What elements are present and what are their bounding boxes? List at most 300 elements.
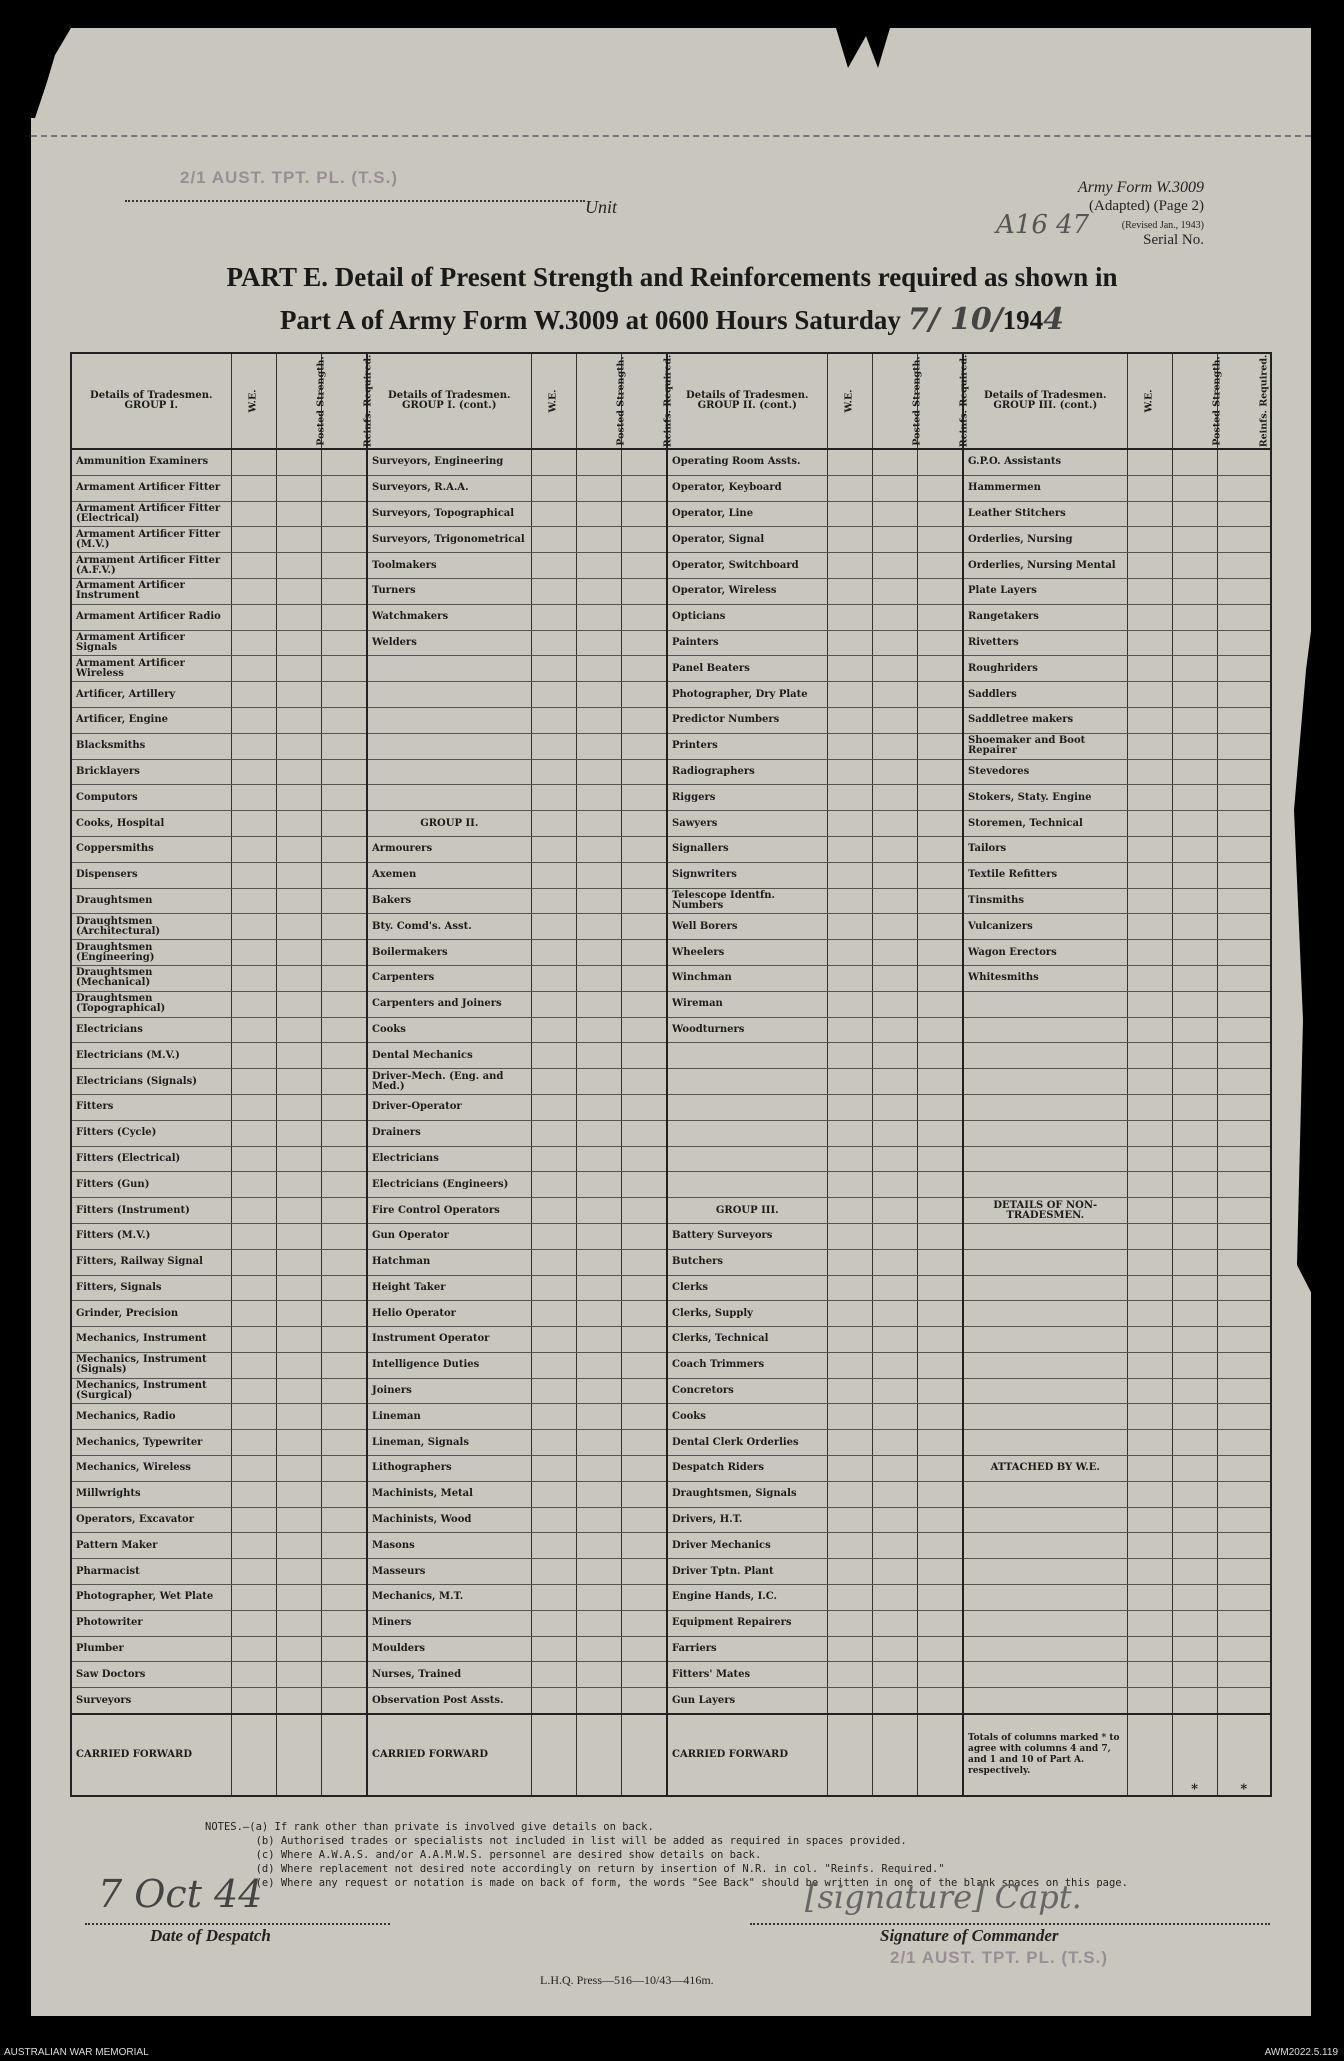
entry-cell[interactable] xyxy=(1172,1456,1217,1482)
entry-cell[interactable] xyxy=(1172,1069,1217,1095)
entry-cell[interactable] xyxy=(621,965,667,991)
entry-cell[interactable] xyxy=(1127,1714,1172,1796)
entry-cell[interactable] xyxy=(872,862,917,888)
entry-cell[interactable] xyxy=(531,501,576,527)
entry-cell[interactable] xyxy=(872,656,917,682)
entry-cell[interactable] xyxy=(917,1585,963,1611)
entry-cell[interactable] xyxy=(917,1404,963,1430)
entry-cell[interactable] xyxy=(917,1714,963,1796)
entry-cell[interactable] xyxy=(231,1146,276,1172)
entry-cell[interactable] xyxy=(872,1249,917,1275)
entry-cell[interactable] xyxy=(872,1301,917,1327)
entry-cell[interactable] xyxy=(231,682,276,708)
entry-cell[interactable] xyxy=(1217,1533,1271,1559)
entry-cell[interactable] xyxy=(531,630,576,656)
entry-cell[interactable] xyxy=(576,630,621,656)
entry-cell[interactable] xyxy=(276,1094,321,1120)
entry-cell[interactable] xyxy=(827,1198,872,1224)
entry-cell[interactable] xyxy=(321,888,367,914)
entry-cell[interactable] xyxy=(1127,1430,1172,1456)
entry-cell[interactable] xyxy=(276,1559,321,1585)
entry-cell[interactable] xyxy=(827,1404,872,1430)
entry-cell[interactable] xyxy=(872,501,917,527)
entry-cell[interactable] xyxy=(917,1223,963,1249)
entry-cell[interactable] xyxy=(576,578,621,604)
entry-cell[interactable] xyxy=(276,656,321,682)
entry-cell[interactable] xyxy=(531,1378,576,1404)
entry-cell[interactable] xyxy=(1217,1430,1271,1456)
entry-cell[interactable] xyxy=(872,785,917,811)
entry-cell[interactable] xyxy=(1127,1275,1172,1301)
entry-cell[interactable] xyxy=(827,811,872,837)
entry-cell[interactable] xyxy=(872,1378,917,1404)
entry-cell[interactable] xyxy=(1127,1481,1172,1507)
entry-cell[interactable] xyxy=(872,1456,917,1482)
entry-cell[interactable] xyxy=(321,656,367,682)
entry-cell[interactable] xyxy=(621,1456,667,1482)
entry-cell[interactable] xyxy=(321,1017,367,1043)
entry-cell[interactable] xyxy=(231,1507,276,1533)
entry-cell[interactable] xyxy=(621,527,667,553)
entry-cell[interactable] xyxy=(531,1507,576,1533)
entry-cell[interactable] xyxy=(1217,1017,1271,1043)
entry-cell[interactable] xyxy=(531,1198,576,1224)
entry-cell[interactable] xyxy=(621,1275,667,1301)
entry-cell[interactable] xyxy=(621,1662,667,1688)
entry-cell[interactable] xyxy=(1217,1610,1271,1636)
entry-cell[interactable] xyxy=(621,1172,667,1198)
entry-cell[interactable] xyxy=(1217,630,1271,656)
entry-cell[interactable] xyxy=(1172,1198,1217,1224)
entry-cell[interactable] xyxy=(1217,733,1271,759)
entry-cell[interactable] xyxy=(321,1275,367,1301)
entry-cell[interactable] xyxy=(231,1404,276,1430)
entry-cell[interactable] xyxy=(1127,811,1172,837)
entry-cell[interactable] xyxy=(872,682,917,708)
entry-cell[interactable] xyxy=(231,1378,276,1404)
entry-cell[interactable] xyxy=(1172,707,1217,733)
entry-cell[interactable] xyxy=(231,965,276,991)
entry-cell[interactable] xyxy=(231,1043,276,1069)
entry-cell[interactable] xyxy=(827,733,872,759)
entry-cell[interactable] xyxy=(827,862,872,888)
entry-cell[interactable] xyxy=(827,630,872,656)
entry-cell[interactable] xyxy=(231,1585,276,1611)
entry-cell[interactable] xyxy=(621,862,667,888)
entry-cell[interactable] xyxy=(1127,527,1172,553)
entry-cell[interactable] xyxy=(1127,1378,1172,1404)
entry-cell[interactable] xyxy=(917,604,963,630)
entry-cell[interactable] xyxy=(321,1559,367,1585)
entry-cell[interactable] xyxy=(276,1585,321,1611)
entry-cell[interactable] xyxy=(917,475,963,501)
entry-cell[interactable] xyxy=(621,501,667,527)
entry-cell[interactable] xyxy=(276,836,321,862)
entry-cell[interactable] xyxy=(917,914,963,940)
entry-cell[interactable] xyxy=(872,914,917,940)
entry-cell[interactable] xyxy=(1127,1146,1172,1172)
entry-cell[interactable] xyxy=(827,553,872,579)
entry-cell[interactable] xyxy=(231,1430,276,1456)
entry-cell[interactable] xyxy=(917,527,963,553)
entry-cell[interactable] xyxy=(231,991,276,1017)
entry-cell[interactable] xyxy=(231,1249,276,1275)
entry-cell[interactable] xyxy=(872,553,917,579)
entry-cell[interactable] xyxy=(576,888,621,914)
entry-cell[interactable] xyxy=(276,811,321,837)
entry-cell[interactable] xyxy=(531,1636,576,1662)
entry-cell[interactable] xyxy=(531,1585,576,1611)
entry-cell[interactable] xyxy=(1172,1094,1217,1120)
entry-cell[interactable] xyxy=(827,707,872,733)
entry-cell[interactable] xyxy=(827,1610,872,1636)
entry-cell[interactable] xyxy=(531,914,576,940)
entry-cell[interactable] xyxy=(621,940,667,966)
entry-cell[interactable] xyxy=(1217,1507,1271,1533)
entry-cell[interactable] xyxy=(1217,1378,1271,1404)
entry-cell[interactable] xyxy=(872,1172,917,1198)
entry-cell[interactable] xyxy=(531,1120,576,1146)
entry-cell[interactable] xyxy=(531,1094,576,1120)
entry-cell[interactable] xyxy=(1127,888,1172,914)
entry-cell[interactable] xyxy=(917,1198,963,1224)
entry-cell[interactable] xyxy=(827,501,872,527)
entry-cell[interactable] xyxy=(1127,1688,1172,1714)
entry-cell[interactable] xyxy=(276,1069,321,1095)
entry-cell[interactable] xyxy=(621,1198,667,1224)
entry-cell[interactable] xyxy=(827,656,872,682)
entry-cell[interactable] xyxy=(917,630,963,656)
entry-cell[interactable] xyxy=(917,1456,963,1482)
entry-cell[interactable] xyxy=(827,1662,872,1688)
entry-cell[interactable] xyxy=(576,1094,621,1120)
entry-cell[interactable] xyxy=(531,1430,576,1456)
entry-cell[interactable] xyxy=(321,578,367,604)
entry-cell[interactable] xyxy=(1217,1069,1271,1095)
entry-cell[interactable] xyxy=(827,940,872,966)
entry-cell[interactable] xyxy=(231,1327,276,1353)
entry-cell[interactable] xyxy=(621,1146,667,1172)
entry-cell[interactable] xyxy=(1172,1636,1217,1662)
entry-cell[interactable] xyxy=(321,1610,367,1636)
entry-cell[interactable] xyxy=(872,1662,917,1688)
entry-cell[interactable] xyxy=(576,811,621,837)
entry-cell[interactable] xyxy=(827,475,872,501)
entry-cell[interactable] xyxy=(917,1378,963,1404)
entry-cell[interactable] xyxy=(1127,656,1172,682)
entry-cell[interactable] xyxy=(1127,1069,1172,1095)
entry-cell[interactable] xyxy=(276,1043,321,1069)
entry-cell[interactable] xyxy=(1127,862,1172,888)
entry-cell[interactable] xyxy=(1127,682,1172,708)
entry-cell[interactable] xyxy=(1127,1533,1172,1559)
entry-cell[interactable] xyxy=(276,785,321,811)
entry-cell[interactable] xyxy=(1172,501,1217,527)
entry-cell[interactable] xyxy=(231,940,276,966)
entry-cell[interactable] xyxy=(1172,1223,1217,1249)
entry-cell[interactable] xyxy=(231,604,276,630)
entry-cell[interactable] xyxy=(231,914,276,940)
entry-cell[interactable] xyxy=(917,1662,963,1688)
entry-cell[interactable] xyxy=(621,475,667,501)
entry-cell[interactable] xyxy=(1172,682,1217,708)
entry-cell[interactable] xyxy=(1127,630,1172,656)
entry-cell[interactable] xyxy=(231,1559,276,1585)
entry-cell[interactable] xyxy=(276,1688,321,1714)
entry-cell[interactable] xyxy=(827,1456,872,1482)
entry-cell[interactable] xyxy=(321,965,367,991)
entry-cell[interactable] xyxy=(1217,604,1271,630)
entry-cell[interactable] xyxy=(321,1662,367,1688)
entry-cell[interactable] xyxy=(1217,785,1271,811)
entry-cell[interactable] xyxy=(621,682,667,708)
entry-cell[interactable] xyxy=(531,707,576,733)
entry-cell[interactable] xyxy=(321,991,367,1017)
entry-cell[interactable] xyxy=(621,449,667,475)
entry-cell[interactable] xyxy=(321,707,367,733)
entry-cell[interactable] xyxy=(231,733,276,759)
entry-cell[interactable] xyxy=(917,1069,963,1095)
entry-cell[interactable] xyxy=(531,1662,576,1688)
entry-cell[interactable] xyxy=(1172,1481,1217,1507)
entry-cell[interactable] xyxy=(917,991,963,1017)
entry-cell[interactable] xyxy=(827,1172,872,1198)
entry-cell[interactable] xyxy=(231,1352,276,1378)
entry-cell[interactable] xyxy=(1172,1688,1217,1714)
entry-cell[interactable] xyxy=(917,578,963,604)
entry-cell[interactable] xyxy=(827,1301,872,1327)
entry-cell[interactable] xyxy=(621,811,667,837)
entry-cell[interactable] xyxy=(621,991,667,1017)
entry-cell[interactable] xyxy=(576,1069,621,1095)
entry-cell[interactable] xyxy=(827,1714,872,1796)
entry-cell[interactable] xyxy=(321,1430,367,1456)
entry-cell[interactable] xyxy=(576,1043,621,1069)
entry-cell[interactable] xyxy=(1172,991,1217,1017)
entry-cell[interactable] xyxy=(917,1688,963,1714)
entry-cell[interactable] xyxy=(276,1636,321,1662)
entry-cell[interactable] xyxy=(531,1481,576,1507)
entry-cell[interactable] xyxy=(872,1430,917,1456)
entry-cell[interactable] xyxy=(231,1610,276,1636)
entry-cell[interactable] xyxy=(1172,940,1217,966)
entry-cell[interactable] xyxy=(621,1017,667,1043)
entry-cell[interactable] xyxy=(827,759,872,785)
entry-cell[interactable] xyxy=(321,811,367,837)
entry-cell[interactable] xyxy=(321,836,367,862)
entry-cell[interactable] xyxy=(576,1275,621,1301)
entry-cell[interactable] xyxy=(1217,1481,1271,1507)
entry-cell[interactable] xyxy=(231,1662,276,1688)
entry-cell[interactable] xyxy=(917,449,963,475)
entry-cell[interactable] xyxy=(531,733,576,759)
entry-cell[interactable] xyxy=(576,1120,621,1146)
entry-cell[interactable] xyxy=(1127,1094,1172,1120)
entry-cell[interactable] xyxy=(321,1249,367,1275)
entry-cell[interactable] xyxy=(1217,475,1271,501)
entry-cell[interactable] xyxy=(531,1249,576,1275)
entry-cell[interactable] xyxy=(531,1327,576,1353)
entry-cell[interactable] xyxy=(276,1327,321,1353)
entry-cell[interactable] xyxy=(1127,1198,1172,1224)
entry-cell[interactable] xyxy=(917,707,963,733)
entry-cell[interactable] xyxy=(1127,733,1172,759)
entry-cell[interactable] xyxy=(576,501,621,527)
entry-cell[interactable] xyxy=(1172,630,1217,656)
entry-cell[interactable] xyxy=(872,1688,917,1714)
entry-cell[interactable] xyxy=(872,630,917,656)
entry-cell[interactable] xyxy=(321,501,367,527)
entry-cell[interactable] xyxy=(231,553,276,579)
entry-cell[interactable] xyxy=(531,527,576,553)
entry-cell[interactable] xyxy=(1127,1610,1172,1636)
entry-cell[interactable] xyxy=(231,1120,276,1146)
entry-cell[interactable] xyxy=(1127,1223,1172,1249)
entry-cell[interactable] xyxy=(1217,1662,1271,1688)
entry-cell[interactable] xyxy=(576,1327,621,1353)
entry-cell[interactable] xyxy=(276,527,321,553)
entry-cell[interactable] xyxy=(1127,1456,1172,1482)
entry-cell[interactable] xyxy=(321,1481,367,1507)
entry-cell[interactable] xyxy=(531,1043,576,1069)
entry-cell[interactable] xyxy=(1217,836,1271,862)
entry-cell[interactable] xyxy=(231,1069,276,1095)
entry-cell[interactable] xyxy=(276,991,321,1017)
entry-cell[interactable] xyxy=(621,604,667,630)
entry-cell[interactable] xyxy=(1172,811,1217,837)
entry-cell[interactable] xyxy=(576,1198,621,1224)
entry-cell[interactable] xyxy=(276,1610,321,1636)
entry-cell[interactable] xyxy=(872,733,917,759)
entry-cell[interactable] xyxy=(1127,604,1172,630)
entry-cell[interactable] xyxy=(917,1094,963,1120)
entry-cell[interactable] xyxy=(576,785,621,811)
entry-cell[interactable] xyxy=(917,940,963,966)
entry-cell[interactable] xyxy=(917,1275,963,1301)
entry-cell[interactable] xyxy=(531,1610,576,1636)
entry-cell[interactable] xyxy=(321,1301,367,1327)
entry-cell[interactable] xyxy=(276,940,321,966)
entry-cell[interactable] xyxy=(917,1327,963,1353)
entry-cell[interactable] xyxy=(576,475,621,501)
entry-cell[interactable] xyxy=(276,888,321,914)
entry-cell[interactable] xyxy=(827,578,872,604)
entry-cell[interactable] xyxy=(872,1146,917,1172)
entry-cell[interactable] xyxy=(872,1069,917,1095)
entry-cell[interactable] xyxy=(576,1456,621,1482)
entry-cell[interactable] xyxy=(1127,449,1172,475)
entry-cell[interactable] xyxy=(621,1378,667,1404)
entry-cell[interactable] xyxy=(917,1481,963,1507)
entry-cell[interactable] xyxy=(531,1223,576,1249)
entry-cell[interactable] xyxy=(531,991,576,1017)
entry-cell[interactable] xyxy=(576,527,621,553)
entry-cell[interactable] xyxy=(621,1559,667,1585)
entry-cell[interactable] xyxy=(231,888,276,914)
entry-cell[interactable] xyxy=(872,1275,917,1301)
entry-cell[interactable] xyxy=(576,940,621,966)
entry-cell[interactable] xyxy=(1217,1404,1271,1430)
entry-cell[interactable] xyxy=(576,707,621,733)
entry-cell[interactable] xyxy=(1127,578,1172,604)
entry-cell[interactable] xyxy=(321,759,367,785)
entry-cell[interactable] xyxy=(321,1378,367,1404)
entry-cell[interactable] xyxy=(1127,1585,1172,1611)
entry-cell[interactable] xyxy=(1217,759,1271,785)
entry-cell[interactable] xyxy=(1127,1327,1172,1353)
entry-cell[interactable] xyxy=(1217,991,1271,1017)
entry-cell[interactable] xyxy=(1217,682,1271,708)
entry-cell[interactable] xyxy=(321,630,367,656)
entry-cell[interactable] xyxy=(917,785,963,811)
entry-cell[interactable] xyxy=(276,733,321,759)
entry-cell[interactable] xyxy=(531,1017,576,1043)
entry-cell[interactable] xyxy=(621,1327,667,1353)
entry-cell[interactable] xyxy=(1172,1507,1217,1533)
entry-cell[interactable] xyxy=(321,1456,367,1482)
entry-cell[interactable] xyxy=(917,811,963,837)
entry-cell[interactable] xyxy=(576,1017,621,1043)
entry-cell[interactable] xyxy=(231,785,276,811)
entry-cell[interactable] xyxy=(276,1120,321,1146)
entry-cell[interactable] xyxy=(1217,965,1271,991)
entry-cell[interactable] xyxy=(621,1223,667,1249)
entry-cell[interactable] xyxy=(231,1017,276,1043)
entry-cell[interactable] xyxy=(621,1533,667,1559)
entry-cell[interactable] xyxy=(1172,1610,1217,1636)
entry-cell[interactable] xyxy=(872,1507,917,1533)
entry-cell[interactable] xyxy=(276,1714,321,1796)
entry-cell[interactable] xyxy=(917,1636,963,1662)
entry-cell[interactable] xyxy=(621,1481,667,1507)
entry-cell[interactable] xyxy=(576,449,621,475)
entry-cell[interactable] xyxy=(827,1146,872,1172)
entry-cell[interactable] xyxy=(917,1430,963,1456)
entry-cell[interactable] xyxy=(621,1585,667,1611)
entry-cell[interactable] xyxy=(576,1378,621,1404)
entry-cell[interactable] xyxy=(576,862,621,888)
entry-cell[interactable] xyxy=(321,604,367,630)
entry-cell[interactable] xyxy=(1217,1352,1271,1378)
entry-cell[interactable] xyxy=(621,1688,667,1714)
entry-cell[interactable] xyxy=(531,940,576,966)
entry-cell[interactable] xyxy=(872,1198,917,1224)
entry-cell[interactable] xyxy=(872,1327,917,1353)
entry-cell[interactable] xyxy=(621,1610,667,1636)
entry-cell[interactable] xyxy=(276,630,321,656)
entry-cell[interactable] xyxy=(531,1275,576,1301)
entry-cell[interactable] xyxy=(576,1688,621,1714)
entry-cell[interactable] xyxy=(827,1043,872,1069)
entry-cell[interactable] xyxy=(1127,707,1172,733)
entry-cell[interactable] xyxy=(621,1636,667,1662)
entry-cell[interactable] xyxy=(321,940,367,966)
entry-cell[interactable] xyxy=(1217,449,1271,475)
entry-cell[interactable] xyxy=(1172,1585,1217,1611)
entry-cell[interactable] xyxy=(576,836,621,862)
entry-cell[interactable] xyxy=(276,553,321,579)
entry-cell[interactable] xyxy=(827,682,872,708)
entry-cell[interactable] xyxy=(1217,1327,1271,1353)
entry-cell[interactable] xyxy=(576,1481,621,1507)
entry-cell[interactable] xyxy=(576,914,621,940)
entry-cell[interactable] xyxy=(872,1352,917,1378)
entry-cell[interactable] xyxy=(872,991,917,1017)
entry-cell[interactable] xyxy=(1172,1301,1217,1327)
entry-cell[interactable] xyxy=(621,1352,667,1378)
entry-cell[interactable] xyxy=(1217,888,1271,914)
entry-cell[interactable] xyxy=(1127,991,1172,1017)
